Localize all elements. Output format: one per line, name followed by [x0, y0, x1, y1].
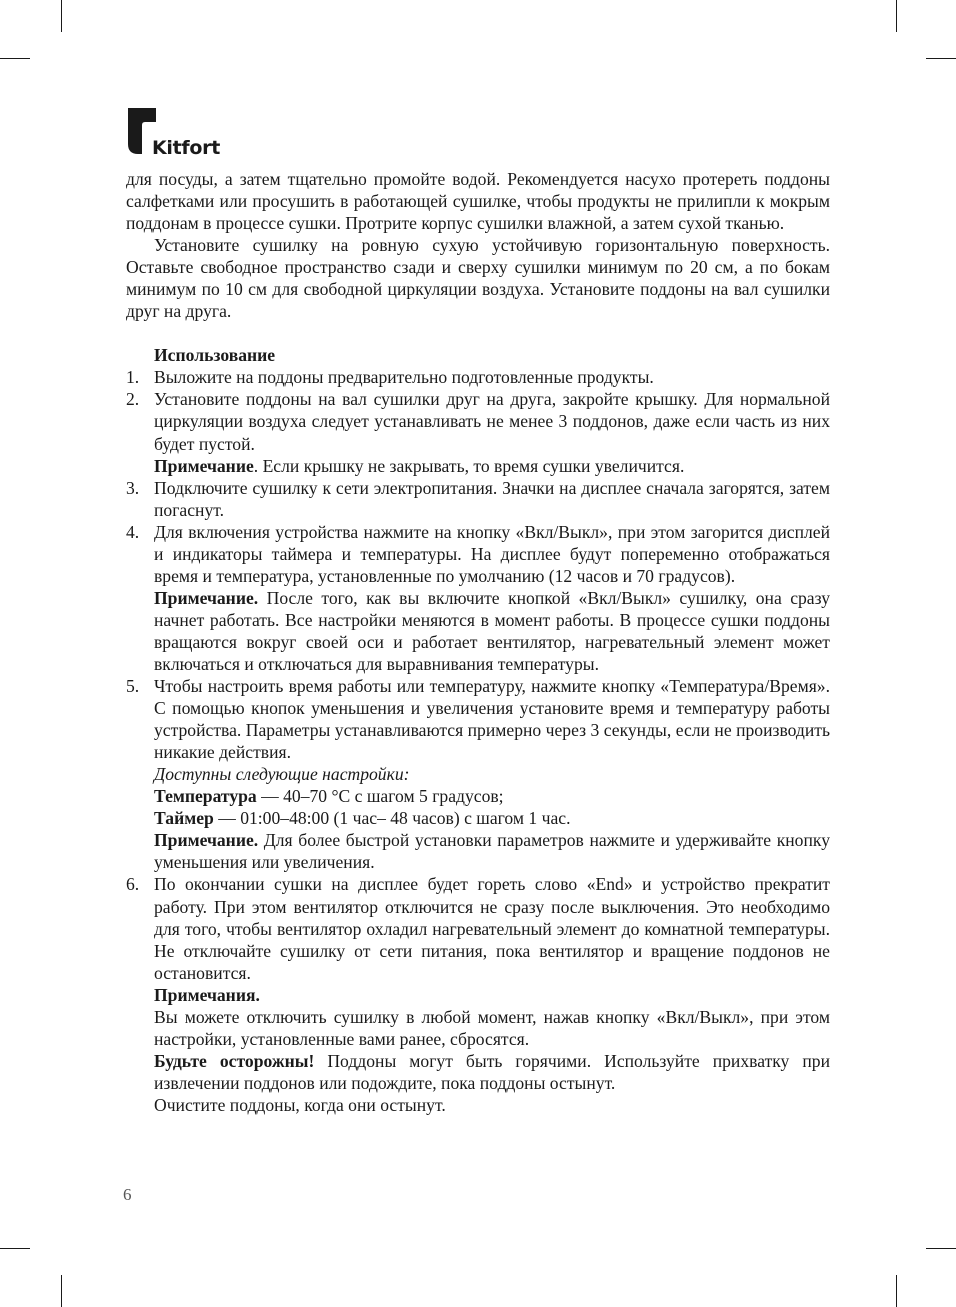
- caution-text: Поддоны могут быть горячими. Используйте прихватку при извлечении поддонов или подождите, пока поддоны остынут.: [154, 1050, 830, 1093]
- crop-mark-top-right: [896, 0, 897, 32]
- step-number: 2.: [126, 389, 140, 410]
- note-label: Примечание.: [154, 587, 259, 608]
- note-text: . Если крышку не закрывать, то время сушки увеличится.: [253, 455, 685, 476]
- step-item: [126, 366, 830, 388]
- notes-text: Вы можете отключить сушилку в любой момент, нажав кнопку «Вкл/Выкл», при этом настройки, установленные вами ранее, сбросятся.: [154, 1006, 830, 1049]
- crop-mark-bottom-right: [896, 1275, 897, 1307]
- installation-paragraph: Установите сушилку на ровную сухую устойчивую горизонтальную поверхность. Оставьте свободное пространство сзади и сверху сушилки минимум по 20 см, а по бокам минимум по 10 см для свободной циркуляции воздуха. Установите поддоны на вал сушилки друг на друга.: [126, 235, 830, 322]
- note-label: Примечание: [154, 455, 254, 476]
- note-text: После того, как вы включите кнопкой «Вкл/Выкл» сушилку, она сразу начнет работать. Все настройки меняются в момент работы. В процессе сушки поддоны вращаются вокруг своей оси и работает вентилятор, нагревательный элемент может включаться и отключаться для выравнивания температуры.: [154, 587, 830, 674]
- step-text: Подключите сушилку к сети электропитания. Значки на дисплее сначала загорятся, затем погаснут.: [154, 477, 830, 520]
- crop-mark-left-upper: [0, 58, 30, 59]
- usage-heading: Использование: [154, 345, 276, 366]
- brand-name: Kitfort: [152, 137, 220, 159]
- note-text: Для более быстрой установки параметров нажмите и удерживайте кнопку уменьшения или увеличения.: [154, 830, 830, 873]
- crop-mark-bottom-left: [61, 1275, 62, 1307]
- setting-label: Температура: [154, 786, 257, 807]
- crop-mark-left-lower: [0, 1248, 30, 1249]
- crop-mark-right-upper: [926, 58, 956, 59]
- setting-label: Таймер: [154, 808, 214, 829]
- setting-text: — 01:00–48:00 (1 час– 48 часов) с шагом 1 час.: [213, 808, 571, 829]
- step-text: Выложите на поддоны предварительно подготовленные продукты.: [154, 367, 654, 388]
- step-text: Чтобы настроить время работы или температуру, нажмите кнопку «Температура/Время». С помощью кнопок уменьшения и увеличения установите время и температуру работы устройства. Параметры устанавливаются примерно через 3 секунды, если не производить никакие действия.: [154, 676, 830, 763]
- step-number: 6.: [126, 874, 140, 895]
- step-item: [126, 477, 830, 521]
- step-number: 3.: [126, 477, 140, 498]
- final-note: Очистите поддоны, когда они остынут.: [154, 1094, 446, 1115]
- step-note: [154, 829, 830, 873]
- step-text: Для включения устройства нажмите на кнопку «Вкл/Выкл», при этом загорится дисплей и индикаторы таймера и температуры. На дисплее будут попеременно отображаться время и температура, установленные по умолчанию (12 часов и 70 градусов).: [154, 521, 830, 586]
- notes-heading: [154, 984, 830, 1006]
- step-number: 1.: [126, 367, 140, 388]
- step-note: [154, 455, 830, 477]
- instructions-body: [126, 168, 830, 1116]
- caution-label: Будьте осторожны!: [154, 1050, 315, 1071]
- setting-text: — 40–70 °C с шагом 5 градусов;: [256, 786, 504, 807]
- step-item: [126, 521, 830, 675]
- step-number: 4.: [126, 521, 140, 542]
- usage-steps-list: [126, 366, 830, 1116]
- caution-note: [154, 1050, 830, 1094]
- step-number: 5.: [126, 676, 140, 697]
- step-item: [126, 873, 830, 1116]
- page-number: 6: [123, 1185, 132, 1204]
- settings-intro: Доступны следующие настройки:: [154, 764, 410, 785]
- step-item: [126, 675, 830, 873]
- crop-mark-top-left: [61, 0, 62, 32]
- step-item: [126, 388, 830, 476]
- crop-mark-right-lower: [926, 1248, 956, 1249]
- setting-timer: [154, 807, 830, 829]
- intro-paragraph: для посуды, а затем тщательно промойте водой. Рекомендуется насухо протереть поддоны салфетками или просушить в работающей сушилке, чтобы продукты не прилипли к мокрым поддонам в процессе сушки. Протрите корпус сушилки влажной, а затем сухой тканью.: [126, 169, 830, 234]
- step-note: [154, 587, 830, 675]
- setting-temperature: [154, 785, 830, 807]
- note-label: Примечание.: [154, 830, 259, 851]
- step-text: Установите поддоны на вал сушилки друг на друга, закройте крышку. Для нормальной циркуляции воздуха следует устанавливать не менее 3 поддонов, даже если часть из них будет пустой.: [154, 389, 830, 454]
- step-text: По окончании сушки на дисплее будет гореть слово «End» и устройство прекратит работу. При этом вентилятор отключится не сразу после выключения. Это необходимо для того, чтобы вентилятор охладил нагревательный элемент до комнатной температуры. Не отключайте сушилку от сети питания, пока вентилятор и вращение поддонов не остановится.: [154, 874, 830, 983]
- notes-heading-label: Примечания.: [154, 984, 260, 1005]
